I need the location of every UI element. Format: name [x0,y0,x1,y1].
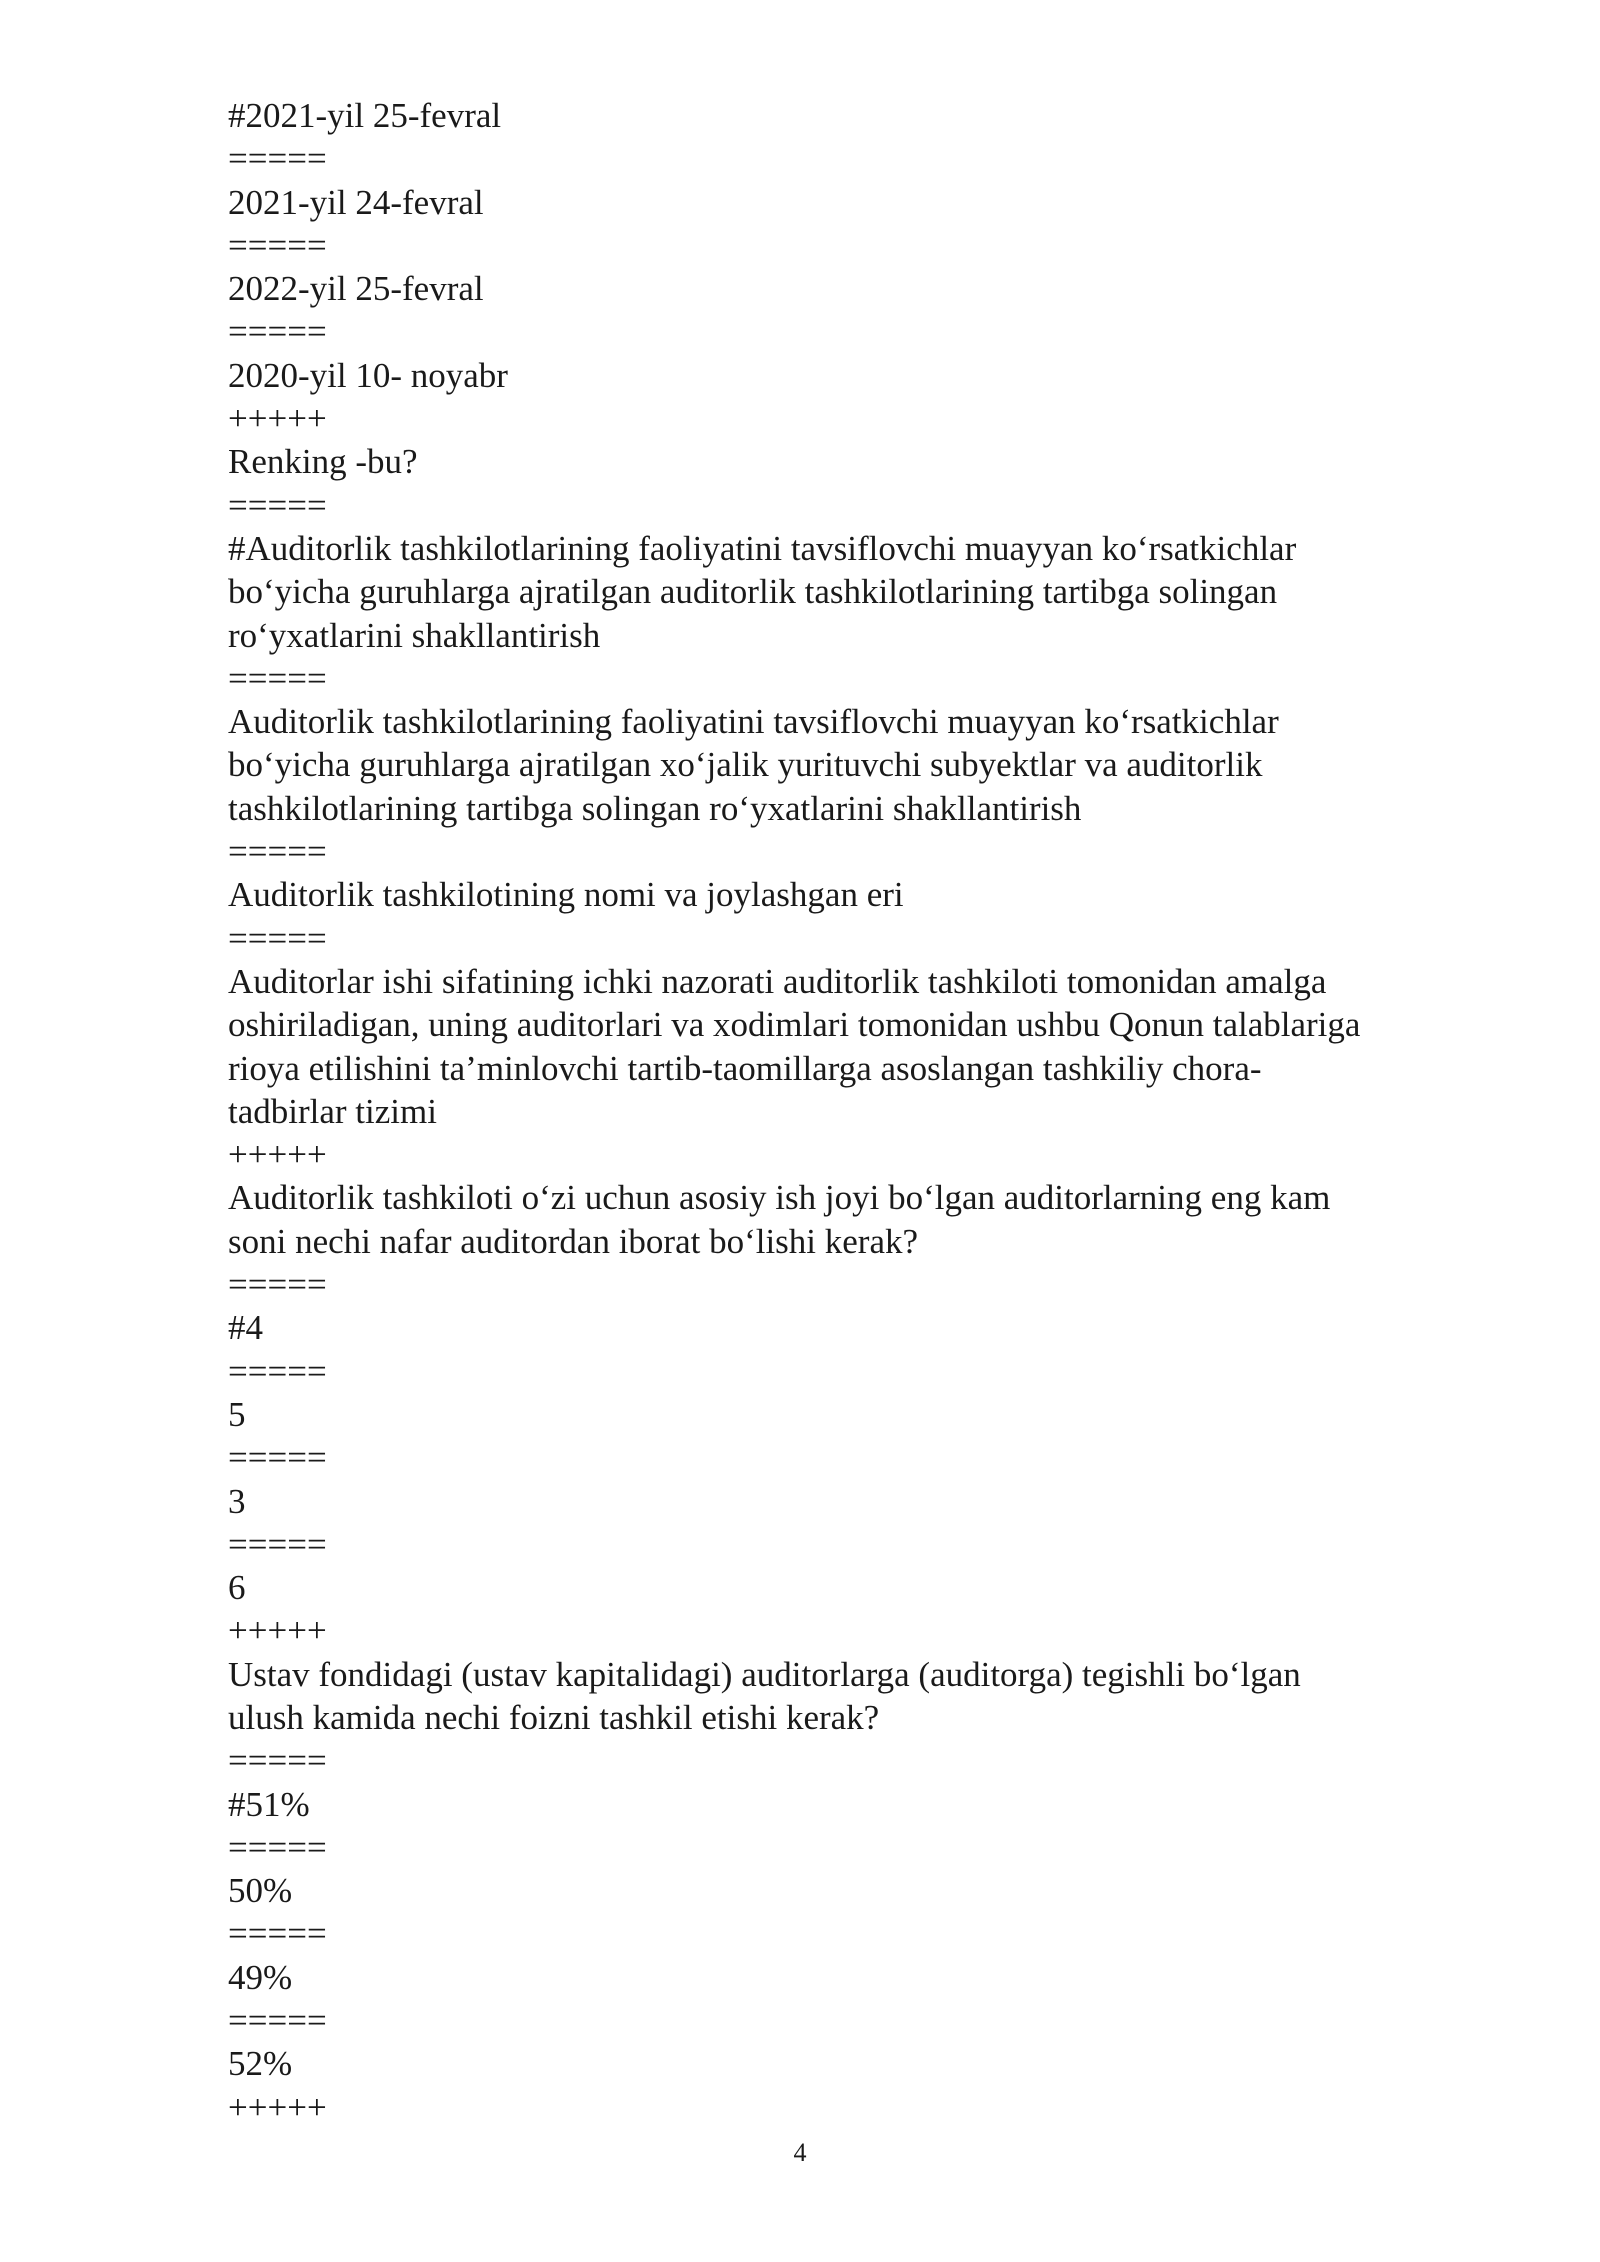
question-separator-line: +++++ [228,1611,327,1651]
answer-line: 3 [228,1481,246,1521]
question-line: soni nechi nafar auditordan iborat bo‘lishi kerak? [228,1221,919,1261]
answer-line: 49% [228,1957,293,1997]
document-body [228,94,1478,2129]
question-line: Auditorlik tashkiloti o‘zi uchun asosiy ish joyi bo‘lgan auditorlarning eng kam [228,1178,1331,1218]
answer-line: Auditorlik tashkilotlarining faoliyatini tavsiflovchi muayyan ko‘rsatkichlar [228,702,1279,742]
separator-line: ===== [228,139,327,179]
question-line: ulush kamida nechi foizni tashkil etishi kerak? [228,1697,880,1737]
question-separator-line: +++++ [228,2087,327,2127]
answer-line: Auditorlik tashkilotining nomi va joylashgan eri [228,875,904,915]
separator-line: ===== [228,485,327,525]
question-line: Renking -bu? [228,442,418,482]
separator-line: ===== [228,312,327,352]
answer-line: #51% [228,1784,310,1824]
separator-line: ===== [228,2001,327,2041]
separator-line: ===== [228,1265,327,1305]
answer-line: 5 [228,1394,246,1434]
answer-line: oshiriladigan, uning auditorlari va xodimlari tomonidan ushbu Qonun talablariga [228,1005,1361,1045]
separator-line: ===== [228,658,327,698]
answer-line: 2021-yil 24-fevral [228,182,484,222]
answer-line: ro‘yxatlarini shakllantirish [228,615,601,655]
question-separator-line: +++++ [228,399,327,439]
answer-line: #Auditorlik tashkilotlarining faoliyatini tavsiflovchi muayyan ko‘rsatkichlar [228,528,1297,568]
question-separator-line: +++++ [228,1135,327,1175]
answer-line: #2021-yil 25-fevral [228,96,502,135]
answer-line: 50% [228,1871,293,1911]
separator-line: ===== [228,918,327,958]
separator-line: ===== [228,1827,327,1867]
separator-line: ===== [228,1741,327,1781]
separator-line: ===== [228,225,327,265]
answer-line: rioya etilishini ta’minlovchi tartib-taomillarga asoslangan tashkiliy chora- [228,1048,1262,1088]
page-number: 4 [793,2138,807,2167]
answer-line: 52% [228,2044,293,2084]
separator-line: ===== [228,832,327,872]
question-line: Ustav fondidagi (ustav kapitalidagi) auditorlarga (auditorga) tegishli bo‘lgan [228,1654,1301,1694]
separator-line: ===== [228,1351,327,1391]
answer-line: Auditorlar ishi sifatining ichki nazorati auditorlik tashkiloti tomonidan amalga [228,961,1327,1001]
separator-line: ===== [228,1914,327,1954]
separator-line: ===== [228,1524,327,1564]
answer-line: #4 [228,1308,263,1348]
answer-line: bo‘yicha guruhlarga ajratilgan xo‘jalik yurituvchi subyektlar va auditorlik [228,745,1263,785]
answer-line: 2020-yil 10- noyabr [228,355,508,395]
answer-line: tadbirlar tizimi [228,1091,437,1131]
answer-line: 2022-yil 25-fevral [228,269,484,309]
answer-line: bo‘yicha guruhlarga ajratilgan auditorlik tashkilotlarining tartibga solingan [228,572,1278,612]
answer-line: tashkilotlarining tartibga solingan ro‘yxatlarini shakllantirish [228,788,1082,828]
answer-line: 6 [228,1568,246,1608]
separator-line: ===== [228,1438,327,1478]
